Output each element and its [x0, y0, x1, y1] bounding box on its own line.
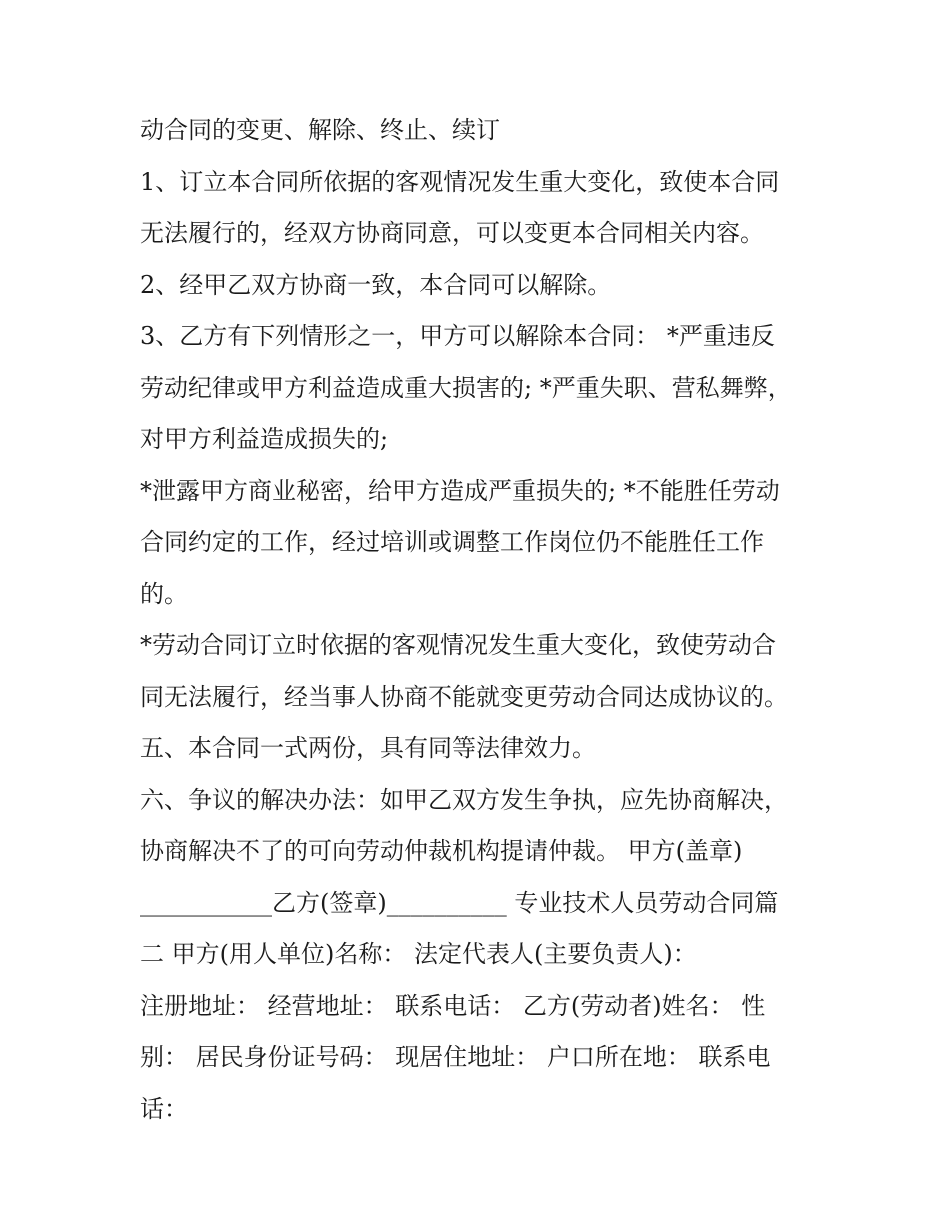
text-line: ___________乙方(签章)__________ 专业技术人员劳动合同篇	[140, 888, 779, 917]
text-line: 2、经甲乙双方协商一致，本合同可以解除。	[140, 270, 612, 299]
contract-text	[140, 105, 810, 1135]
text-line: 别： 居民身份证号码： 现居住地址： 户口所在地： 联系电	[140, 1043, 771, 1071]
text-line: 同无法履行，经当事人协商不能就变更劳动合同达成协议的。	[140, 682, 788, 711]
text-line: 动合同的变更、解除、终止、续订	[140, 116, 500, 144]
text-line: 话：	[140, 1094, 188, 1123]
text-line: 五、本合同一式两份，具有同等法律效力。	[140, 734, 596, 762]
text-line: 1、订立本合同所依据的客观情况发生重大变化，致使本合同	[140, 167, 780, 196]
text-line: *劳动合同订立时依据的客观情况发生重大变化，致使劳动合	[140, 631, 776, 659]
text-line: 二 甲方(用人单位)名称： 法定代表人(主要负责人)：	[140, 940, 697, 968]
text-line: 合同约定的工作，经过培训或调整工作岗位仍不能胜任工作	[140, 528, 764, 556]
text-line: 协商解决不了的可向劳动仲裁机构提请仲裁。 甲方(盖章)	[140, 837, 743, 865]
text-line: 3、乙方有下列情形之一，甲方可以解除本合同： *严重违反	[140, 322, 775, 350]
text-line: 对甲方利益造成损失的;	[140, 425, 389, 453]
text-line: 劳动纪律或甲方利益造成重大损害的; *严重失职、营私舞弊，	[140, 373, 792, 402]
text-line: 无法履行的，经双方协商同意，可以变更本合同相关内容。	[140, 219, 764, 247]
text-line: 六、争议的解决办法：如甲乙双方发生争执，应先协商解决，	[140, 785, 788, 814]
text-line: 注册地址： 经营地址： 联系电话： 乙方(劳动者)姓名： 性	[140, 991, 766, 1020]
text-line: 的。	[140, 579, 188, 608]
text-line: *泄露甲方商业秘密，给甲方造成严重损失的; *不能胜任劳动	[140, 476, 780, 505]
